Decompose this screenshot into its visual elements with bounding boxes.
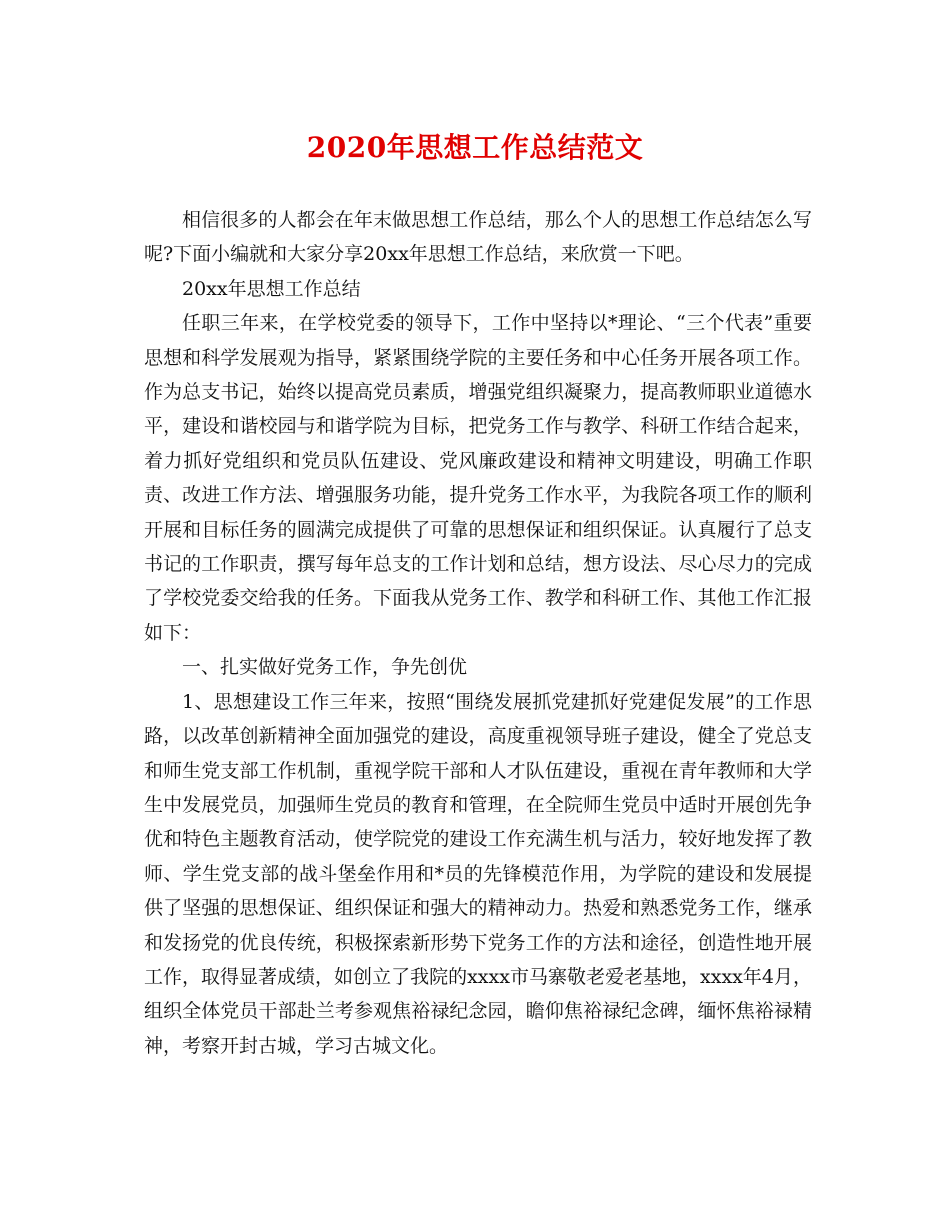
paragraph-intro: 相信很多的人都会在年末做思想工作总结，那么个人的思想工作总结怎么写呢?下面小编就和大家分享20xx年思想工作总结，来欣赏一下吧。 <box>144 209 812 266</box>
paragraph-subtitle: 20xx年思想工作总结 <box>182 277 361 300</box>
document-body <box>144 203 812 1063</box>
paragraph-overview: 任职三年来，在学校党委的领导下，工作中坚持以*理论、“三个代表”重要思想和科学发展观为指导，紧紧围绕学院的主要任务和中心任务开展各项工作。作为总支书记，始终以提高党员素质，增强党组织凝聚力，提高教师职业道德水平，建设和谐校园与和谐学院为目标，把党务工作与教学、科研工作结合起来，着力抓好党组织和党员队伍建设、党风廉政建设和精神文明建设，明确工作职责、改进工作方法、增强服务功能，提升党务工作水平，为我院各项工作的顺利开展和目标任务的圆满完成提供了可靠的思想保证和组织保证。认真履行了总支书记的工作职责，撰写每年总支的工作计划和总结，想方设法、尽心尽力的完成了学校党委交给我的任务。下面我从党务工作、教学和科研工作、其他工作汇报如下： <box>144 312 812 644</box>
paragraph-ideology-work: 1、思想建设工作三年来，按照“围绕发展抓党建抓好党建促发展”的工作思路，以改革创新精神全面加强党的建设，高度重视领导班子建设，健全了党总支和师生党支部工作机制，重视学院干部和人才队伍建设，重视在青年教师和大学生中发展党员，加强师生党员的教育和管理，在全院师生党员中适时开展创先争优和特色主题教育活动，使学院党的建设工作充满生机与活力，较好地发挥了教师、学生党支部的战斗堡垒作用和*员的先锋模范作用，为学院的建设和发展提供了坚强的思想保证、组织保证和强大的精神动力。热爱和熟悉党务工作，继承和发扬党的优良传统，积极探索新形势下党务工作的方法和途径，创造性地开展工作，取得显著成绩，如创立了我院的xxxx市马寨敬老爱老基地，xxxx年4月，组织全体党员干部赴兰考参观焦裕禄纪念园，瞻仰焦裕禄纪念碑，缅怀焦裕禄精神，考察开封古城，学习古城文化。 <box>144 690 812 1057</box>
document-title: 2020年思想工作总结范文 <box>306 131 644 164</box>
section-heading: 一、扎实做好党务工作，争先创优 <box>182 656 468 679</box>
